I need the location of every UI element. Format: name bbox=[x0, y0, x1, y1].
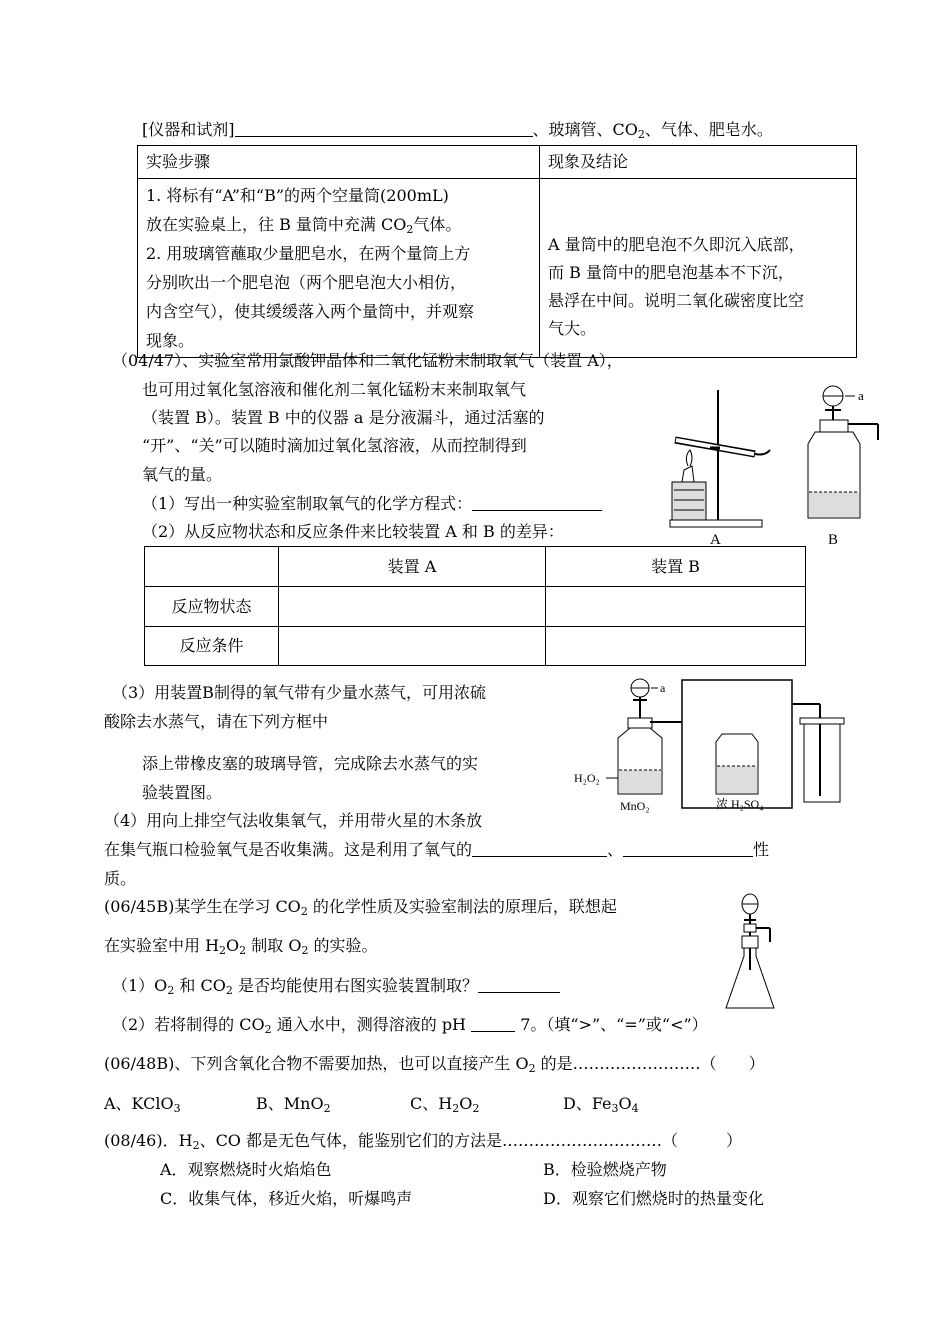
sub: 2 bbox=[452, 1102, 460, 1115]
step-line: 分别吹出一个肥皂泡（两个肥皂泡大小相仿， bbox=[146, 273, 467, 292]
instruments-blank[interactable] bbox=[235, 120, 533, 137]
sub: 3 bbox=[173, 1102, 181, 1115]
step-line: 现象。 bbox=[146, 331, 195, 350]
text: B、MnO bbox=[256, 1094, 324, 1113]
step-line: 内含空气），使其缓缓落入两个量筒中，并观察 bbox=[146, 302, 475, 321]
sub: 2 bbox=[637, 128, 645, 141]
q0648-option-b[interactable] bbox=[256, 1094, 331, 1114]
sub: 2 bbox=[239, 944, 247, 957]
text: 在实验室中用 H bbox=[104, 936, 220, 955]
text: 的实验。 bbox=[308, 936, 378, 955]
instruments-label: [仪器和试剂] bbox=[142, 120, 235, 139]
text: O bbox=[459, 1094, 473, 1113]
step-text: 放在实验桌上，往 B 量筒中充满 CO bbox=[146, 215, 407, 234]
sub4-sep: 、 bbox=[607, 840, 624, 859]
cell-b-condition[interactable] bbox=[546, 627, 806, 666]
header-device-a: 装置 A bbox=[279, 547, 546, 587]
q0648-option-a[interactable] bbox=[104, 1094, 181, 1114]
row-reactant-state: 反应物状态 bbox=[145, 587, 279, 627]
q0846-stem bbox=[104, 1131, 742, 1151]
property-blank-1[interactable] bbox=[472, 840, 607, 857]
sub4-text: 在集气瓶口检验氧气是否收集满。这是利用了氧气的 bbox=[104, 840, 473, 859]
text: 、CO 都是无色气体，能鉴别它们的方法是…………………………（ ） bbox=[199, 1131, 743, 1150]
q0846-option-c[interactable]: C．收集气体，移近火焰，听爆鸣声 bbox=[160, 1189, 413, 1208]
comparison-table bbox=[144, 546, 806, 666]
q0447-sub3-4: 验装置图。 bbox=[142, 783, 223, 802]
instruments-line bbox=[142, 120, 773, 140]
step-line bbox=[146, 210, 531, 239]
q0447-intro-5: 氧气的量。 bbox=[142, 465, 223, 484]
sub: 2 bbox=[192, 1139, 200, 1152]
fig2-label-mno2: MnO₂ bbox=[620, 799, 650, 813]
experiment-table bbox=[137, 145, 857, 358]
text: （2）若将制得的 CO bbox=[112, 1015, 265, 1034]
text: D、Fe bbox=[563, 1094, 612, 1113]
q0645-line2 bbox=[104, 936, 378, 956]
fig-label-B: B bbox=[828, 532, 839, 548]
fig2-label-a: a bbox=[660, 681, 666, 695]
ph-blank[interactable] bbox=[471, 1015, 515, 1032]
sub4-tail: 性 bbox=[753, 840, 770, 859]
sub: 2 bbox=[219, 944, 227, 957]
text: （1）O bbox=[112, 976, 168, 995]
text: 的是……………………（ ） bbox=[535, 1054, 765, 1073]
instruments-tail-post: 、气体、肥皂水。 bbox=[644, 120, 773, 139]
fig2-label-h2so4: 浓 H₂SO₄ bbox=[716, 797, 764, 811]
cell-b-state[interactable] bbox=[546, 587, 806, 627]
sub: 2 bbox=[264, 1023, 272, 1036]
text: (06/45B)某学生在学习 CO bbox=[104, 897, 301, 916]
fig-label-A: A bbox=[710, 532, 721, 548]
step-text: 气体。 bbox=[413, 215, 462, 234]
sub: 2 bbox=[167, 984, 175, 997]
result-line: A 量筒中的肥皂泡不久即沉入底部， bbox=[548, 235, 805, 254]
q0447-sub2: （2）从反应物状态和反应条件来比较装置 A 和 B 的差异： bbox=[142, 522, 564, 541]
q0648-option-c[interactable] bbox=[410, 1094, 479, 1114]
corner-cell bbox=[145, 547, 279, 587]
q0447-sub4-3: 质。 bbox=[104, 869, 137, 888]
row-reaction-condition: 反应条件 bbox=[145, 627, 279, 666]
q0447-sub3-3: 添上带橡皮塞的玻璃导管，完成除去水蒸气的实 bbox=[142, 754, 479, 773]
text: 和 CO bbox=[174, 976, 226, 995]
sub: 2 bbox=[528, 1062, 536, 1075]
result-cell bbox=[540, 179, 857, 358]
text: (06/48B)、下列含氧化合物不需要加热，也可以直接产生 O bbox=[104, 1054, 529, 1073]
q0846-option-b[interactable]: B．检验燃烧产物 bbox=[543, 1160, 667, 1179]
q0846-option-d[interactable]: D．观察它们燃烧时的热量变化 bbox=[543, 1189, 764, 1208]
q0645-line1 bbox=[104, 897, 617, 917]
q0447-intro-1: （04/47）、实验室常用氯酸钾晶体和二氧化锰粉末制取氧气（装置 A）， bbox=[112, 351, 623, 370]
q0447-intro-2: 也可用过氧化氢溶液和催化剂二氧化锰粉末来制取氧气 bbox=[142, 380, 527, 399]
steps-cell bbox=[138, 179, 540, 358]
result-line: 而 B 量筒中的肥皂泡基本不下沉， bbox=[548, 263, 794, 282]
q0645-q2 bbox=[112, 1015, 708, 1035]
equation-blank[interactable] bbox=[472, 494, 602, 511]
q0846-option-a[interactable]: A．观察燃烧时火焰焰色 bbox=[160, 1160, 332, 1179]
sub: 2 bbox=[406, 223, 414, 236]
q0447-intro-4: “开”、“关”可以随时滴加过氧化氢溶液，从而控制得到 bbox=[142, 436, 527, 455]
cell-a-condition[interactable] bbox=[279, 627, 546, 666]
q0447-intro-3: （装置 B）。装置 B 中的仪器 a 是分液漏斗，通过活塞的 bbox=[142, 408, 545, 427]
header-device-b: 装置 B bbox=[546, 547, 806, 587]
sub: 2 bbox=[225, 984, 233, 997]
step-line: 1. 将标有“A”和“B”的两个空量筒(200mL) bbox=[146, 186, 449, 205]
sub: 4 bbox=[631, 1102, 639, 1115]
step-line: 2. 用玻璃管蘸取少量肥皂水，在两个量筒上方 bbox=[146, 244, 471, 263]
sub1-text: （1）写出一种实验室制取氧气的化学方程式： bbox=[142, 494, 473, 513]
q0645-q1 bbox=[112, 976, 560, 996]
text: 的化学性质及实验室制法的原理后，联想起 bbox=[307, 897, 617, 916]
drying-apparatus-figure bbox=[570, 670, 850, 820]
text: 是否均能使用右图实验装置制取？ bbox=[232, 976, 478, 995]
q0648-option-d[interactable] bbox=[563, 1094, 639, 1114]
fig2-label-h2o2: H₂O₂ bbox=[574, 771, 600, 785]
instruments-tail: 、玻璃管、CO bbox=[532, 120, 638, 139]
property-blank-2[interactable] bbox=[623, 840, 753, 857]
sub: 2 bbox=[301, 944, 309, 957]
q0648-stem bbox=[104, 1054, 765, 1074]
text: O bbox=[618, 1094, 632, 1113]
q0447-sub3-2: 酸除去水蒸气，请在下列方框中 bbox=[104, 712, 329, 731]
text: O bbox=[226, 936, 240, 955]
flask-figure bbox=[722, 890, 782, 1014]
text: 7。（填“>”、“=”或“<”） bbox=[515, 1015, 708, 1034]
q0447-sub3-1: （3）用装置B制得的氧气带有少量水蒸气，可用浓硫 bbox=[112, 683, 486, 702]
q0447-sub4-1: （4）用向上排空气法收集氧气，并用带火星的木条放 bbox=[104, 811, 483, 830]
q0645-q1-blank[interactable] bbox=[478, 976, 560, 993]
text: 制取 O bbox=[246, 936, 302, 955]
result-line: 悬浮在中间。说明二氧化碳密度比空 bbox=[548, 291, 805, 310]
sub: 2 bbox=[472, 1102, 480, 1115]
text: C、H bbox=[410, 1094, 453, 1113]
cell-a-state[interactable] bbox=[279, 587, 546, 627]
q0447-sub4-2 bbox=[104, 840, 769, 860]
sub: 2 bbox=[300, 905, 308, 918]
text: 通入水中，测得溶液的 pH bbox=[271, 1015, 472, 1034]
fig-label-a: a bbox=[858, 388, 864, 403]
header-steps: 实验步骤 bbox=[138, 146, 540, 179]
header-result: 现象及结论 bbox=[540, 146, 857, 179]
result-line: 气大。 bbox=[548, 319, 597, 338]
sub: 3 bbox=[611, 1102, 619, 1115]
text: (08/46)．H bbox=[104, 1131, 193, 1150]
sub: 2 bbox=[323, 1102, 331, 1115]
apparatus-ab-figure bbox=[650, 382, 890, 548]
text: A、KClO bbox=[104, 1094, 174, 1113]
q0447-sub1 bbox=[142, 494, 602, 514]
